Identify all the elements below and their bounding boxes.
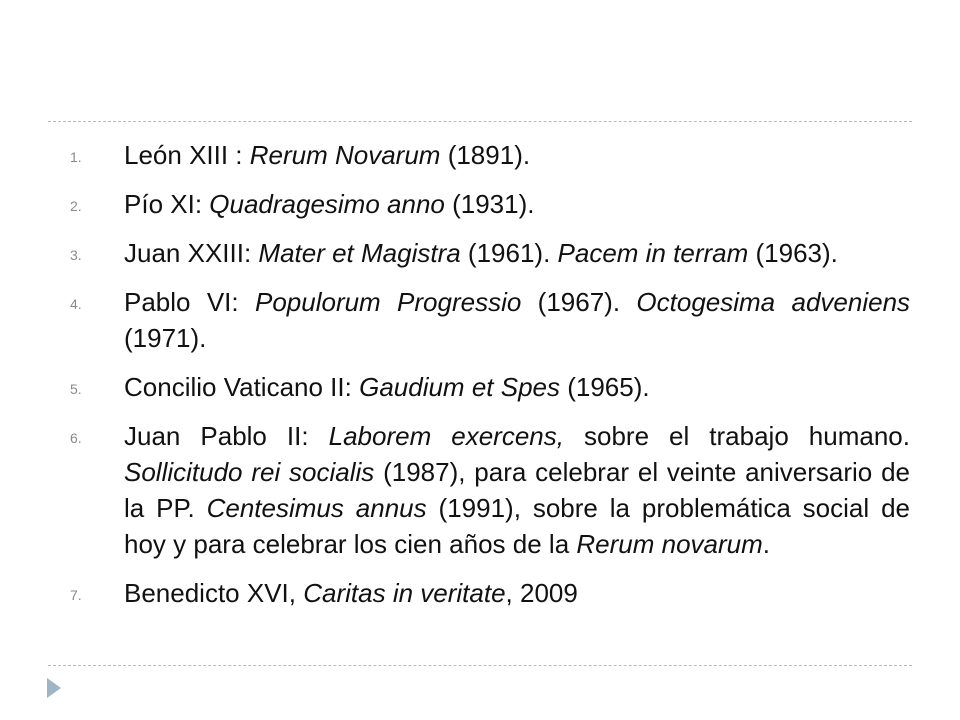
list-item-text: Pablo VI: Populorum Progressio (1967). Octogesima adveniens (1971). — [124, 287, 911, 353]
list-item-text: Juan Pablo II: Laborem exercens, sobre el trabajo humano. Sollicitudo rei socialis (1987), para celebrar el veinte aniversario de la PP. Centesimus annus (1991), sobre la problemática social de hoy y para celebrar los cien años de la Rerum novarum. — [124, 421, 910, 559]
list-item — [70, 137, 910, 173]
list-item-text: León XIII : Rerum Novarum (1891). — [124, 140, 531, 170]
list-item-number: 2. — [70, 198, 82, 214]
list-item — [70, 575, 910, 611]
list-item — [70, 235, 910, 271]
list-item-number: 7. — [70, 587, 82, 603]
list-item — [70, 186, 910, 222]
list-item-text: Juan XXIII: Mater et Magistra (1961). Pacem in terram (1963). — [124, 238, 838, 268]
bottom-divider — [48, 665, 912, 666]
list-item — [70, 418, 910, 562]
list-item-number: 1. — [70, 149, 82, 165]
list-item-text: Concilio Vaticano II: Gaudium et Spes (1965). — [124, 372, 650, 402]
list-item-text: Pío XI: Quadragesimo anno (1931). — [124, 189, 535, 219]
list-item-number: 5. — [70, 381, 82, 397]
triangle-right-icon — [47, 678, 61, 698]
list-item-number: 6. — [70, 430, 82, 446]
list-item-number: 3. — [70, 247, 82, 263]
list-item-number: 4. — [70, 296, 82, 312]
list-item-text: Benedicto XVI, Caritas in veritate, 2009 — [124, 578, 578, 608]
list-item — [70, 369, 910, 405]
top-divider — [48, 121, 912, 122]
encyclical-list — [70, 137, 910, 624]
list-item — [70, 284, 910, 356]
